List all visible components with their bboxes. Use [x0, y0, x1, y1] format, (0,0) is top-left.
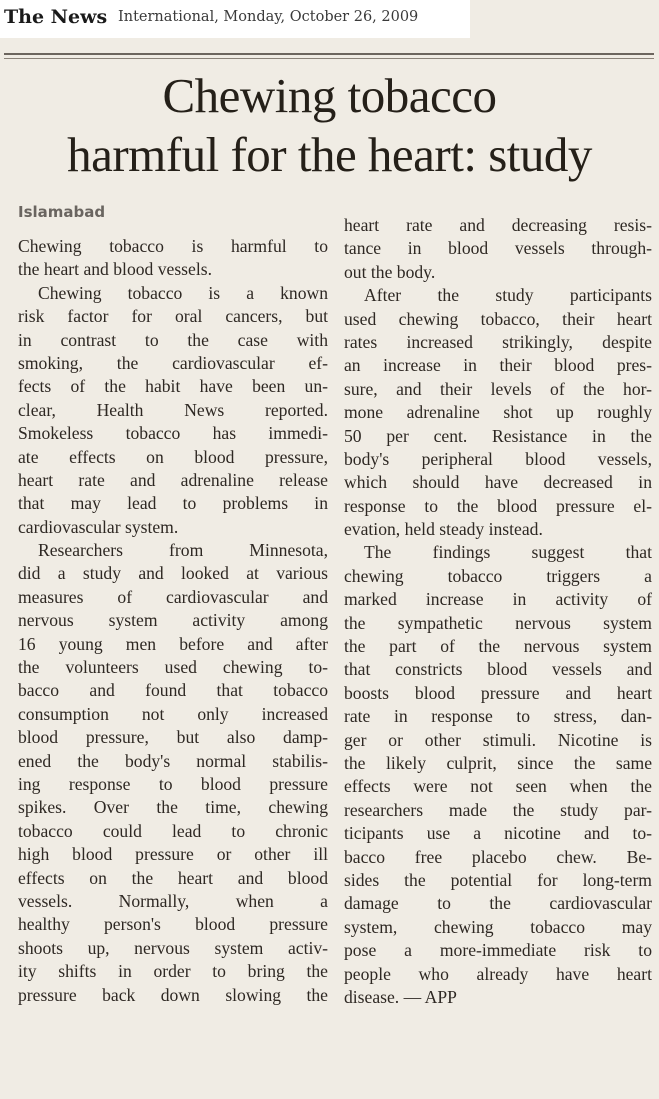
- article-text-line: rates increased strikingly, despite: [344, 331, 652, 352]
- article-text-line: heart rate and decreasing resis-: [344, 215, 652, 235]
- article-text-line: nervous system activity among: [18, 610, 328, 631]
- article-text-line: the part of the nervous system: [344, 636, 652, 657]
- article-text-line: healthy person's blood pressure: [18, 914, 328, 935]
- article-text-line: spikes. Over the time, chewing: [18, 797, 328, 818]
- article-text-line: high blood pressure or other ill: [18, 844, 328, 865]
- article-text-line: tobacco could lead to chronic: [18, 820, 328, 841]
- article-column-left: [18, 235, 328, 1007]
- article-text-line: damage to the cardiovascular: [344, 893, 652, 914]
- article-text-line: that constricts blood vessels and: [344, 659, 652, 680]
- article-text-line: ened the body's normal stabilis-: [18, 750, 328, 771]
- masthead-rule: [4, 53, 654, 55]
- publication-name: The News: [4, 6, 108, 28]
- article-text-line: ger or other stimuli. Nicotine is: [344, 729, 652, 750]
- article-text-line: pose a more-immediate risk to: [344, 940, 652, 961]
- article-text-line: pressure back down slowing the: [18, 984, 328, 1005]
- article-text-line: Chewing tobacco is harmful to: [18, 236, 328, 256]
- article-text-line: clear, Health News reported.: [18, 399, 328, 420]
- article-text-line: 50 per cent. Resistance in the: [344, 425, 652, 446]
- article-text-line: blood pressure, but also damp-: [18, 727, 328, 748]
- article-text-line: The findings suggest that: [364, 542, 652, 563]
- article-text-line: body's peripheral blood vessels,: [344, 448, 652, 469]
- article-text-line: After the study participants: [364, 285, 652, 306]
- article-headline: [0, 66, 659, 184]
- article-text-line: rate in response to stress, dan-: [344, 706, 652, 727]
- article-text-line: shoots up, nervous system activ-: [18, 937, 328, 958]
- article-text-line: Smokeless tobacco has immedi-: [18, 423, 328, 444]
- article-text-line: fects of the habit have been un-: [18, 376, 328, 397]
- article-text-line: effects on the heart and blood: [18, 867, 328, 888]
- article-text-line: cardiovascular system.: [18, 516, 179, 537]
- masthead-rule-thin: [4, 58, 654, 59]
- article-text-line: ing response to blood pressure: [18, 773, 328, 794]
- article-text-line: which should have decreased in: [344, 472, 652, 493]
- article-text-line: heart rate and adrenaline release: [18, 469, 328, 490]
- article-text-line: mone adrenaline shot up roughly: [344, 402, 652, 423]
- article-text-line: 16 young men before and after: [18, 633, 328, 654]
- article-text-line: in contrast to the case with: [18, 329, 328, 350]
- article-text-line: evation, held steady instead.: [344, 519, 543, 540]
- article-text-line: system, chewing tobacco may: [344, 916, 652, 937]
- article-text-line: disease. — APP: [344, 986, 457, 1007]
- article-text-line: bacco free placebo chew. Be-: [344, 846, 652, 867]
- article-text-line: consumption not only increased: [18, 703, 328, 724]
- article-text-line: used chewing tobacco, their heart: [344, 308, 652, 329]
- article-text-line: people who already have heart: [344, 963, 652, 984]
- headline-line-1: Chewing tobacco: [162, 68, 497, 123]
- article-text-line: ity shifts in order to bring the: [18, 961, 328, 982]
- article-text-line: vessels. Normally, when a: [18, 890, 328, 911]
- article-text-line: Chewing tobacco is a known: [38, 282, 328, 303]
- article-text-line: researchers made the study par-: [344, 799, 652, 820]
- article-text-line: bacco and found that tobacco: [18, 680, 328, 701]
- article-text-line: the heart and blood vessels.: [18, 259, 212, 280]
- article-text-line: effects were not seen when the: [344, 776, 652, 797]
- article-text-line: chewing tobacco triggers a: [344, 565, 652, 586]
- article-text-line: did a study and looked at various: [18, 563, 328, 584]
- article-text-line: ate effects on blood pressure,: [18, 446, 328, 467]
- article-text-line: Researchers from Minnesota,: [38, 540, 328, 561]
- article-text-line: measures of cardiovascular and: [18, 586, 328, 607]
- article-text-line: an increase in their blood pres-: [344, 355, 652, 376]
- article-text-line: smoking, the cardiovascular ef-: [18, 352, 328, 373]
- article-text-line: that may lead to problems in: [18, 493, 328, 514]
- article-text-line: boosts blood pressure and heart: [344, 682, 652, 703]
- edition-date: International, Monday, October 26, 2009: [118, 9, 419, 25]
- article-column-right: [344, 214, 652, 1009]
- dateline: Islamabad: [18, 203, 106, 221]
- article-text-line: the volunteers used chewing to-: [18, 657, 328, 678]
- article-text-line: ticipants use a nicotine and to-: [344, 823, 652, 844]
- masthead: [0, 0, 470, 38]
- article-text-line: the likely culprit, since the same: [344, 752, 652, 773]
- article-text-line: tance in blood vessels through-: [344, 238, 652, 259]
- article-text-line: risk factor for oral cancers, but: [18, 306, 328, 327]
- article-text-line: sides the potential for long-term: [344, 869, 652, 890]
- article-text-line: sure, and their levels of the hor-: [344, 378, 652, 399]
- article-text-line: the sympathetic nervous system: [344, 612, 652, 633]
- article-text-line: marked increase in activity of: [344, 589, 652, 610]
- article-text-line: out the body.: [344, 261, 436, 282]
- article-text-line: response to the blood pressure el-: [344, 495, 652, 516]
- headline-line-2: harmful for the heart: study: [67, 127, 592, 182]
